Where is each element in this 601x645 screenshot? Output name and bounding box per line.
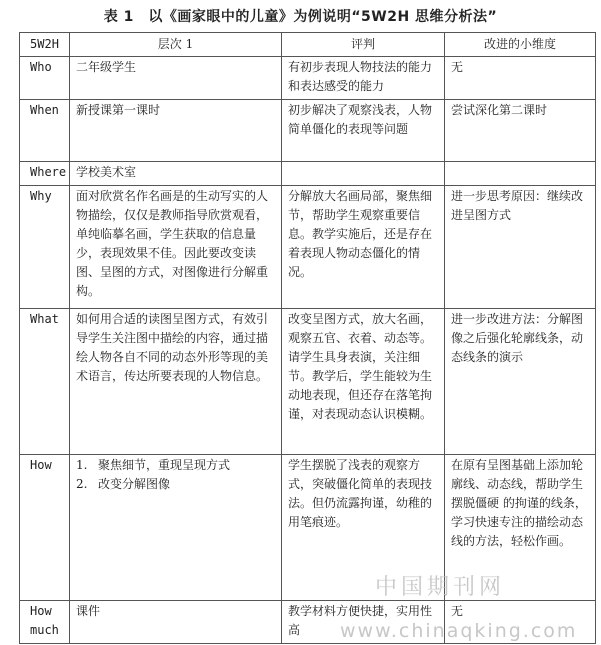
row-level: 新授课第一课时 [70, 100, 282, 162]
row-evaluation: 初步解决了观察浅表，人物简单僵化的表现等问题 [282, 100, 445, 162]
row-dimension: When [20, 100, 70, 162]
header-improvement: 改进的小维度 [445, 33, 596, 57]
row-level: 面对欣赏名作名画是的生动写实的人物描绘，仅仅是教师指导欣赏观看，单纯临摹名画，学生获取的信息量少，表现效果不佳。因此要改变读图、呈图的方式，对图像进行分解重构。 [70, 186, 282, 309]
table-row [20, 57, 596, 100]
row-level: 学校美术室 [70, 162, 282, 186]
row-dimension: How much [20, 601, 70, 644]
row-improvement: 进一步改进方法：分解图像之后强化轮廓线条，动态线条的演示 [445, 309, 596, 455]
header-evaluation: 评判 [282, 33, 445, 57]
table-row [20, 601, 596, 644]
table-row [20, 455, 596, 601]
row-improvement [445, 162, 596, 186]
row-evaluation: 分解放大名画局部，聚焦细节，帮助学生观察重要信息。教学实施后，还是存在着表现人物动态僵化的情况。 [282, 186, 445, 309]
header-row [20, 33, 596, 57]
row-evaluation [282, 162, 445, 186]
row-improvement: 尝试深化第二课时 [445, 100, 596, 162]
row-improvement: 在原有呈图基础上添加轮廓线、动态线，帮助学生摆脱僵硬 的拘谨的线条，学习快速专注的描绘动态线的方法，轻松作画。 [445, 455, 596, 601]
row-level-list [70, 455, 282, 601]
row-improvement: 无 [445, 601, 596, 644]
header-5w2h: 5W2H [20, 33, 70, 57]
row-level: 二年级学生 [70, 57, 282, 100]
row-dimension: Who [20, 57, 70, 100]
row-evaluation: 改变呈图方式，放大名画，观察五官、衣着、动态等。请学生具身表演，关注细节。教学后，学生能较为生动地表现，但还存在落笔拘谨，对表现动态认识模糊。 [282, 309, 445, 455]
watermark-logo: 中国期刊网 [375, 575, 506, 600]
row-level: 课件 [70, 601, 282, 644]
list-item: 2. 改变分解图像 [76, 477, 171, 491]
row-improvement: 进一步思考原因：继续改进呈图方式 [445, 186, 596, 309]
table-row [20, 100, 596, 162]
row-dimension: Why [20, 186, 70, 309]
table-row [20, 162, 596, 186]
row-dimension: How [20, 455, 70, 601]
row-evaluation: 教学材料方便快捷，实用性高 [282, 601, 445, 644]
row-evaluation: 有初步表现人物技法的能力和表达感受的能力 [282, 57, 445, 100]
analysis-table [19, 32, 596, 644]
watermark-url: www.chinaqking.com [340, 620, 578, 642]
table-row [20, 186, 596, 309]
row-improvement: 无 [445, 57, 596, 100]
table-title: 表 1 以《画家眼中的儿童》为例说明“5W2H 思维分析法” [103, 9, 498, 25]
row-dimension: What [20, 309, 70, 455]
list-item: 1. 聚焦细节，重现呈现方式 [76, 458, 231, 472]
table-row [20, 309, 596, 455]
header-level: 层次 1 [70, 33, 282, 57]
row-level: 如何用合适的读图呈图方式，有效引导学生关注图中描绘的内容，通过描绘人物各自不同的动态外形等现的美术语言，传达所要表现的人物信息。 [70, 309, 282, 455]
row-dimension: Where [20, 162, 70, 186]
row-evaluation: 学生摆脱了浅表的观察方式，突破僵化简单的表现技法。但仍流露拘谨，幼稚的用笔痕迹。 [282, 455, 445, 601]
